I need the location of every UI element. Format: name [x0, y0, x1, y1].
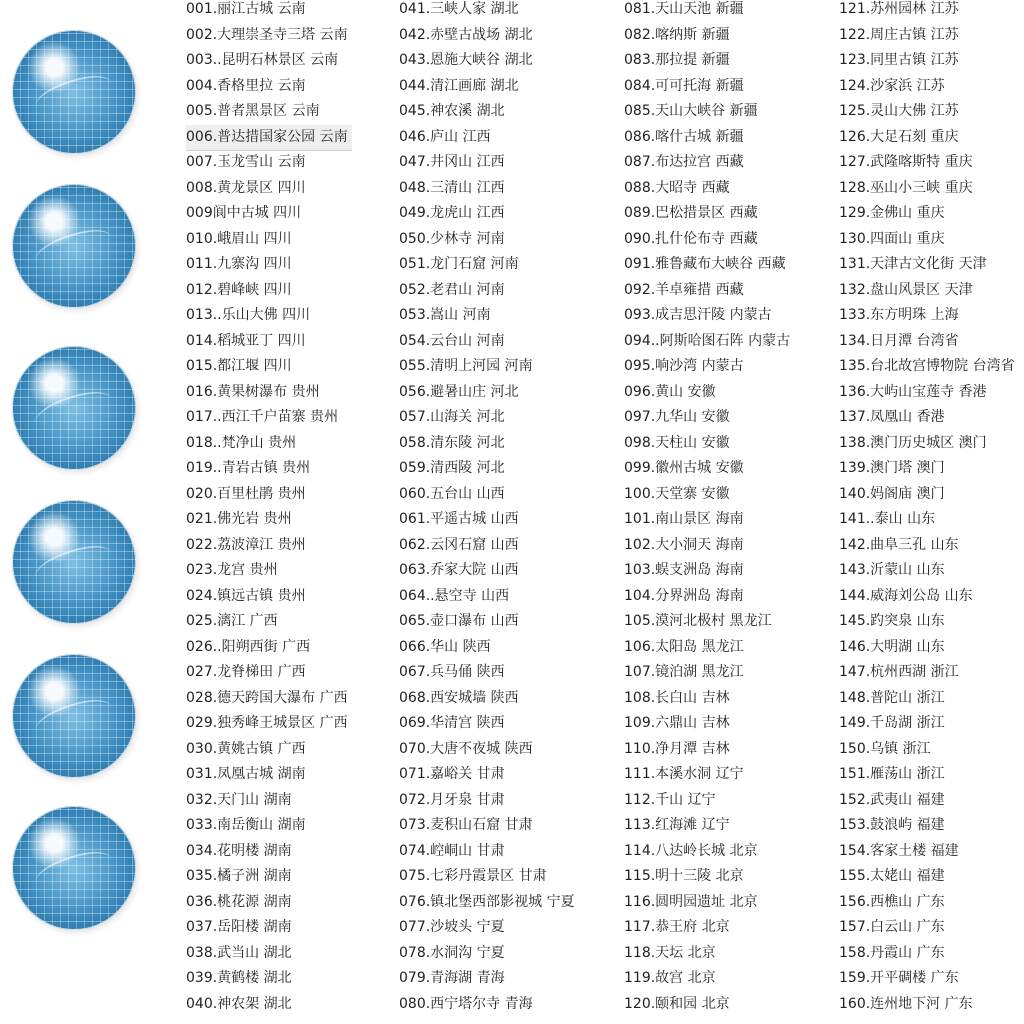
list-item: 114.八达岭长城 北京 — [624, 842, 758, 859]
list-item: 157.白云山 广东 — [839, 919, 945, 935]
list-item: 117.恭王府 北京 — [624, 919, 730, 935]
list-item: 043.恩施大峡谷 湖北 — [399, 52, 533, 68]
list-item: 006.普达措国家公园 云南 — [186, 125, 352, 150]
list-item: 077.沙坡头 宁夏 — [399, 919, 505, 935]
list-item: 073.麦积山石窟 甘肃 — [399, 817, 533, 833]
list-item: 051.龙门石窟 河南 — [399, 256, 519, 272]
list-item: 061.平遥古城 山西 — [399, 511, 519, 527]
list-item: 129.金佛山 重庆 — [839, 205, 945, 221]
list-item: 110.净月潭 吉林 — [624, 740, 730, 757]
list-item: 059.清西陵 河北 — [399, 460, 505, 476]
list-item: 132.盘山风景区 天津 — [839, 281, 973, 298]
list-item: 142.曲阜三孔 山东 — [839, 536, 959, 553]
list-item: 050.少林寺 河南 — [399, 230, 505, 247]
list-item: 044.清江画廊 湖北 — [399, 77, 519, 94]
list-item: 024.镇远古镇 贵州 — [186, 587, 306, 604]
list-item: 087.布达拉宫 西藏 — [624, 154, 744, 170]
list-item: 155.太姥山 福建 — [839, 868, 945, 884]
list-item: 084.可可托海 新疆 — [624, 77, 744, 94]
list-item: 094..阿斯哈图石阵 内蒙古 — [624, 332, 791, 349]
list-item: 004.香格里拉 云南 — [186, 77, 306, 94]
list-item: 139.澳门塔 澳门 — [839, 460, 945, 476]
list-item: 063.乔家大院 山西 — [399, 562, 519, 578]
list-item: 098.天柱山 安徽 — [624, 434, 730, 451]
list-item: 145.趵突泉 山东 — [839, 613, 945, 629]
list-item: 152.武夷山 福建 — [839, 791, 945, 808]
list-item: 039.黄鹤楼 湖北 — [186, 970, 292, 986]
list-item: 065.壶口瀑布 山西 — [399, 613, 519, 629]
list-item: 088.大昭寺 西藏 — [624, 179, 730, 196]
list-item: 049.龙虎山 江西 — [399, 205, 505, 221]
list-item: 048.三清山 江西 — [399, 179, 505, 196]
list-item: 013..乐山大佛 四川 — [186, 307, 311, 323]
list-item: 092.羊卓雍措 西藏 — [624, 281, 744, 298]
list-item: 031.凤凰古城 湖南 — [186, 766, 306, 782]
list-item: 154.客家土楼 福建 — [839, 842, 959, 859]
list-item: 058.清东陵 河北 — [399, 434, 505, 451]
list-item: 012.碧峰峡 四川 — [186, 281, 292, 298]
list-item: 130.四面山 重庆 — [839, 230, 945, 247]
list-item: 105.漠河北极村 黑龙江 — [624, 613, 772, 629]
list-item: 046.庐山 江西 — [399, 128, 491, 145]
list-item: 015.都江堰 四川 — [186, 358, 292, 374]
list-item: 086.喀什古城 新疆 — [624, 128, 744, 145]
list-item: 093.成吉思汗陵 内蒙古 — [624, 307, 772, 323]
list-item: 104.分界洲岛 海南 — [624, 587, 744, 604]
list-item: 022.荔波漳江 贵州 — [186, 536, 306, 553]
list-item: 027.龙脊梯田 广西 — [186, 664, 306, 680]
list-item: 123.同里古镇 江苏 — [839, 52, 959, 68]
list-item: 054.云台山 河南 — [399, 332, 505, 349]
list-item: 159.开平碉楼 广东 — [839, 970, 959, 986]
list-item: 029.独秀峰王城景区 广西 — [186, 715, 348, 731]
list-item: 060.五台山 山西 — [399, 485, 505, 502]
list-item: 038.武当山 湖北 — [186, 944, 292, 961]
list-item: 076.镇北堡西部影视城 宁夏 — [399, 893, 575, 910]
list-item: 082.喀纳斯 新疆 — [624, 26, 730, 43]
list-item: 062.云冈石窟 山西 — [399, 536, 519, 553]
list-item: 135.台北故宫博物院 台湾省 — [839, 358, 1015, 374]
list-item: 067.兵马俑 陕西 — [399, 664, 505, 680]
list-item: 064..悬空寺 山西 — [399, 587, 510, 604]
list-item: 052.老君山 河南 — [399, 281, 505, 298]
list-item: 143.沂蒙山 山东 — [839, 562, 945, 578]
list-item: 103.蜈支洲岛 海南 — [624, 562, 744, 578]
list-item: 141..泰山 山东 — [839, 511, 936, 527]
list-item: 023.龙宫 贵州 — [186, 562, 278, 578]
list-item: 122.周庄古镇 江苏 — [839, 26, 959, 43]
list-item: 096.黄山 安徽 — [624, 383, 716, 400]
list-item: 151.雁荡山 浙江 — [839, 766, 945, 782]
list-item: 008.黄龙景区 四川 — [186, 179, 306, 196]
list-item: 070.大唐不夜城 陕西 — [399, 740, 533, 757]
list-item: 014.稻城亚丁 四川 — [186, 332, 306, 349]
list-item: 089.巴松措景区 西藏 — [624, 205, 758, 221]
list-item: 047.井冈山 江西 — [399, 154, 505, 170]
list-item: 074.崆峒山 甘肃 — [399, 842, 505, 859]
list-item: 095.响沙湾 内蒙古 — [624, 358, 744, 374]
list-item: 138.澳门历史城区 澳门 — [839, 434, 987, 451]
list-item: 111.本溪水洞 辽宁 — [624, 766, 744, 782]
list-item: 148.普陀山 浙江 — [839, 689, 945, 706]
list-item: 136.大屿山宝莲寺 香港 — [839, 383, 987, 400]
list-item: 120.颐和园 北京 — [624, 995, 730, 1012]
list-item: 005.普者黑景区 云南 — [186, 103, 320, 119]
list-item: 019..青岩古镇 贵州 — [186, 460, 311, 476]
list-item: 057.山海关 河北 — [399, 409, 505, 425]
list-item: 041.三峡人家 湖北 — [399, 1, 519, 17]
list-item: 071.嘉峪关 甘肃 — [399, 766, 505, 782]
list-item: 032.天门山 湖南 — [186, 791, 292, 808]
list-item: 146.大明湖 山东 — [839, 638, 945, 655]
list-item: 115.明十三陵 北京 — [624, 868, 744, 884]
list-item: 085.天山大峡谷 新疆 — [624, 103, 758, 119]
list-item: 150.乌镇 浙江 — [839, 740, 931, 757]
list-item: 156.西樵山 广东 — [839, 893, 945, 910]
list-item: 080.西宁塔尔寺 青海 — [399, 995, 533, 1012]
list-item: 010.峨眉山 四川 — [186, 230, 292, 247]
list-item: 081.天山天池 新疆 — [624, 1, 744, 17]
list-item: 147.杭州西湖 浙江 — [839, 664, 959, 680]
list-item: 042.赤壁古战场 湖北 — [399, 26, 533, 43]
list-item: 118.天坛 北京 — [624, 944, 716, 961]
list-item: 101.南山景区 海南 — [624, 511, 744, 527]
list-item: 037.岳阳楼 湖南 — [186, 919, 292, 935]
list-item: 056.避暑山庄 河北 — [399, 383, 519, 400]
list-item: 020.百里杜鹃 贵州 — [186, 485, 306, 502]
list-item: 125.灵山大佛 江苏 — [839, 103, 959, 119]
list-item: 055.清明上河园 河南 — [399, 358, 533, 374]
list-item: 100.天堂寨 安徽 — [624, 485, 730, 502]
list-item: 119.故宫 北京 — [624, 970, 716, 986]
list-item: 128.巫山小三峡 重庆 — [839, 179, 973, 196]
list-item: 025.漓江 广西 — [186, 613, 278, 629]
list-item: 158.丹霞山 广东 — [839, 944, 945, 961]
list-item: 083.那拉提 新疆 — [624, 52, 730, 68]
list-item: 009阆中古城 四川 — [186, 205, 302, 221]
list-item: 099.徽州古城 安徽 — [624, 460, 744, 476]
list-item: 127.武隆喀斯特 重庆 — [839, 154, 973, 170]
list-item: 002.大理崇圣寺三塔 云南 — [186, 26, 348, 43]
list-item: 045.神农溪 湖北 — [399, 103, 505, 119]
list-item: 109.六鼎山 吉林 — [624, 715, 730, 731]
list-item: 007.玉龙雪山 云南 — [186, 154, 306, 170]
list-item: 140.妈阁庙 澳门 — [839, 485, 945, 502]
list-item: 107.镜泊湖 黑龙江 — [624, 664, 744, 680]
list-item: 068.西安城墙 陕西 — [399, 689, 519, 706]
list-item: 078.水洞沟 宁夏 — [399, 944, 505, 961]
list-item: 134.日月潭 台湾省 — [839, 332, 959, 349]
list-item: 003..昆明石林景区 云南 — [186, 52, 339, 68]
list-item: 011.九寨沟 四川 — [186, 256, 292, 272]
list-item: 021.佛光岩 贵州 — [186, 511, 292, 527]
list-item: 113.红海滩 辽宁 — [624, 817, 730, 833]
list-item: 030.黄姚古镇 广西 — [186, 740, 306, 757]
list-item: 040.神农架 湖北 — [186, 995, 292, 1012]
list-item: 018..梵净山 贵州 — [186, 434, 297, 451]
list-item: 053.嵩山 河南 — [399, 307, 491, 323]
list-item: 079.青海湖 青海 — [399, 970, 505, 986]
list-item: 133.东方明珠 上海 — [839, 307, 959, 323]
list-item: 033.南岳衡山 湖南 — [186, 817, 306, 833]
list-item: 153.鼓浪屿 福建 — [839, 817, 945, 833]
list-item: 124.沙家浜 江苏 — [839, 77, 945, 94]
list-item: 108.长白山 吉林 — [624, 689, 730, 706]
list-item: 036.桃花源 湖南 — [186, 893, 292, 910]
list-item: 091.雅鲁藏布大峡谷 西藏 — [624, 256, 786, 272]
list-item: 035.橘子洲 湖南 — [186, 868, 292, 884]
list-item: 069.华清宫 陕西 — [399, 715, 505, 731]
list-item: 121.苏州园林 江苏 — [839, 1, 959, 17]
list-item: 066.华山 陕西 — [399, 638, 491, 655]
list-item: 090.扎什伦布寺 西藏 — [624, 230, 758, 247]
list-item: 016.黄果树瀑布 贵州 — [186, 383, 320, 400]
list-item: 017..西江千户苗寨 贵州 — [186, 409, 339, 425]
list-item: 112.千山 辽宁 — [624, 791, 716, 808]
list-item: 116.圆明园遗址 北京 — [624, 893, 758, 910]
list-item: 026..阳朔西街 广西 — [186, 638, 311, 655]
list-item: 131.天津古文化街 天津 — [839, 256, 987, 272]
list-item: 149.千岛湖 浙江 — [839, 715, 945, 731]
list-item: 137.凤凰山 香港 — [839, 409, 945, 425]
list-item: 028.德天跨国大瀑布 广西 — [186, 689, 348, 706]
list-item: 160.连州地下河 广东 — [839, 995, 973, 1012]
list-item: 034.花明楼 湖南 — [186, 842, 292, 859]
list-item: 072.月牙泉 甘肃 — [399, 791, 505, 808]
list-item: 001.丽江古城 云南 — [186, 1, 306, 17]
list-item: 126.大足石刻 重庆 — [839, 128, 959, 145]
list-item: 097.九华山 安徽 — [624, 409, 730, 425]
list-item: 075.七彩丹霞景区 甘肃 — [399, 868, 547, 884]
list-item: 102.大小洞天 海南 — [624, 536, 744, 553]
list-item: 106.太阳岛 黑龙江 — [624, 638, 744, 655]
list-item: 144.威海刘公岛 山东 — [839, 587, 973, 604]
